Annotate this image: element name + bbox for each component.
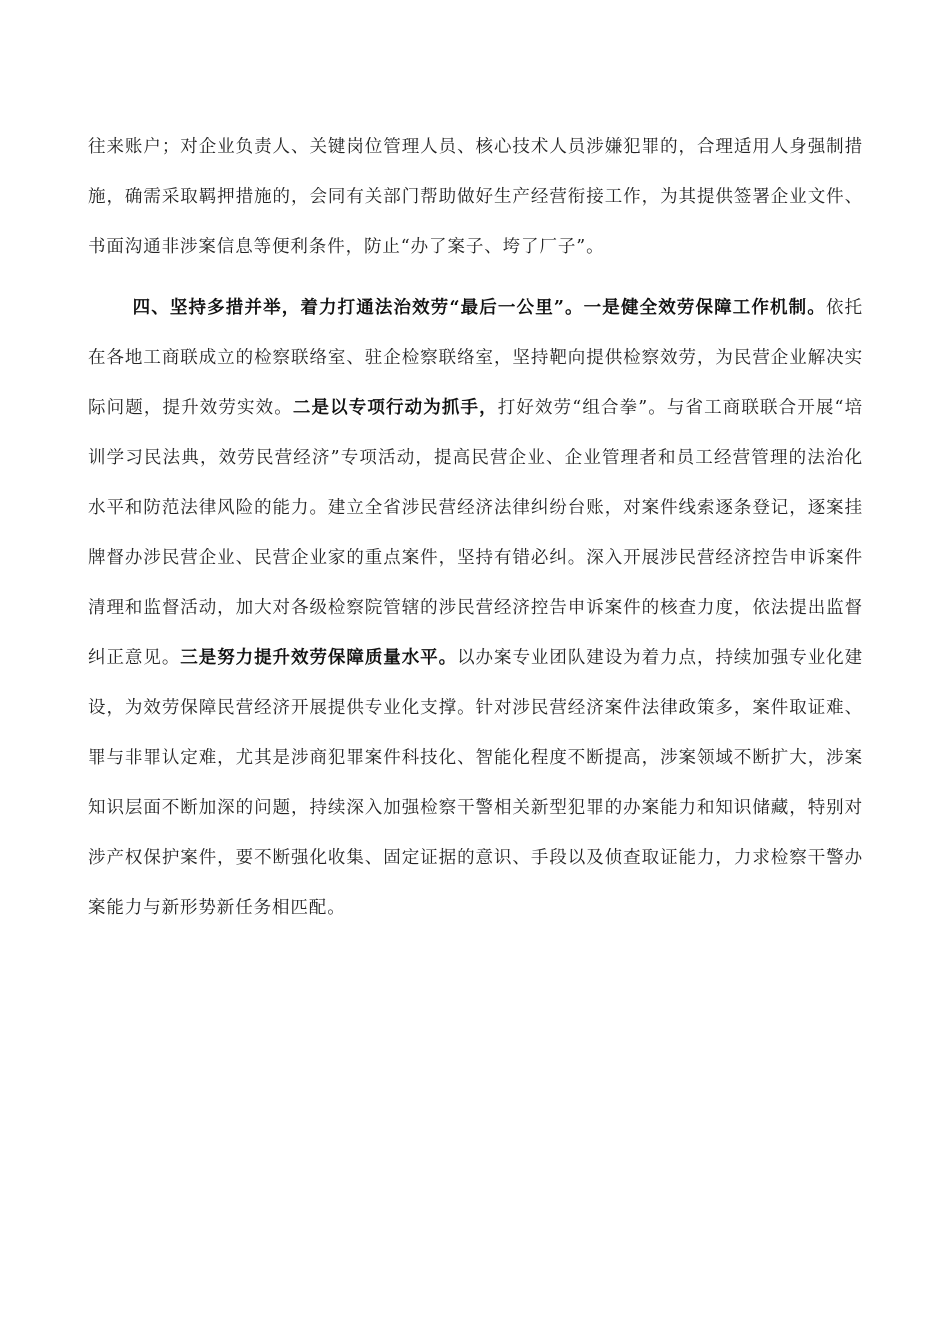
paragraph-1-text: 往来账户；对企业负责人、关键岗位管理人员、核心技术人员涉嫌犯罪的，合理适用人身强制措施，确需采取羁押措施的，会同有关部门帮助做好生产经营衔接工作，为其提供签署企业文件、书面沟通非涉案信息等便利条件，防止“办了案子、垮了厂子”。 — [88, 137, 863, 257]
point-one-title: 一是健全效劳保障工作机制。 — [583, 298, 826, 318]
paragraph-section-four — [88, 283, 863, 933]
point-three-title: 三是努力提升效劳保障质量水平。 — [180, 648, 458, 668]
document-body — [88, 122, 863, 933]
point-one-text: 依托在各地工商联成立的检察联络室、驻企检察联络室，坚持靶向提供检察效劳，为民营企业解决实际问题，提升效劳实效。 — [88, 298, 863, 418]
paragraph-continued — [88, 122, 863, 272]
point-three-text: 以办案专业团队建设为着力点，持续加强专业化建设，为效劳保障民营经济开展提供专业化支撑。针对涉民营经济案件法律政策多，案件取证难、罪与非罪认定难，尤其是涉商犯罪案件科技化、智能化程度不断提高，涉案领域不断扩大，涉案知识层面不断加深的问题，持续深入加强检察干警相关新型犯罪的办案能力和知识储藏，特别对涉产权保护案件，要不断强化收集、固定证据的意识、手段以及侦查取证能力，力求检察干警办案能力与新形势新任务相匹配。 — [88, 648, 864, 918]
point-two-text: 打好效劳“组合拳”。与省工商联联合开展“培训学习民法典，效劳民营经济”专项活动，提高民营企业、企业管理者和员工经营管理的法治化水平和防范法律风险的能力。建立全省涉民营经济法律纠纷台账，对案件线索逐条登记，逐案挂牌督办涉民营企业、民营企业家的重点案件，坚持有错必纠。深入开展涉民营经济控告申诉案件清理和监督活动，加大对各级检察院管辖的涉民营经济控告申诉案件的核查力度，依法提出监督纠正意见。 — [88, 398, 863, 668]
point-two-title: 二是以专项行动为抓手， — [292, 398, 498, 418]
section-four-heading: 四、坚持多措并举，着力打通法治效劳“最后一公里”。 — [132, 298, 584, 318]
